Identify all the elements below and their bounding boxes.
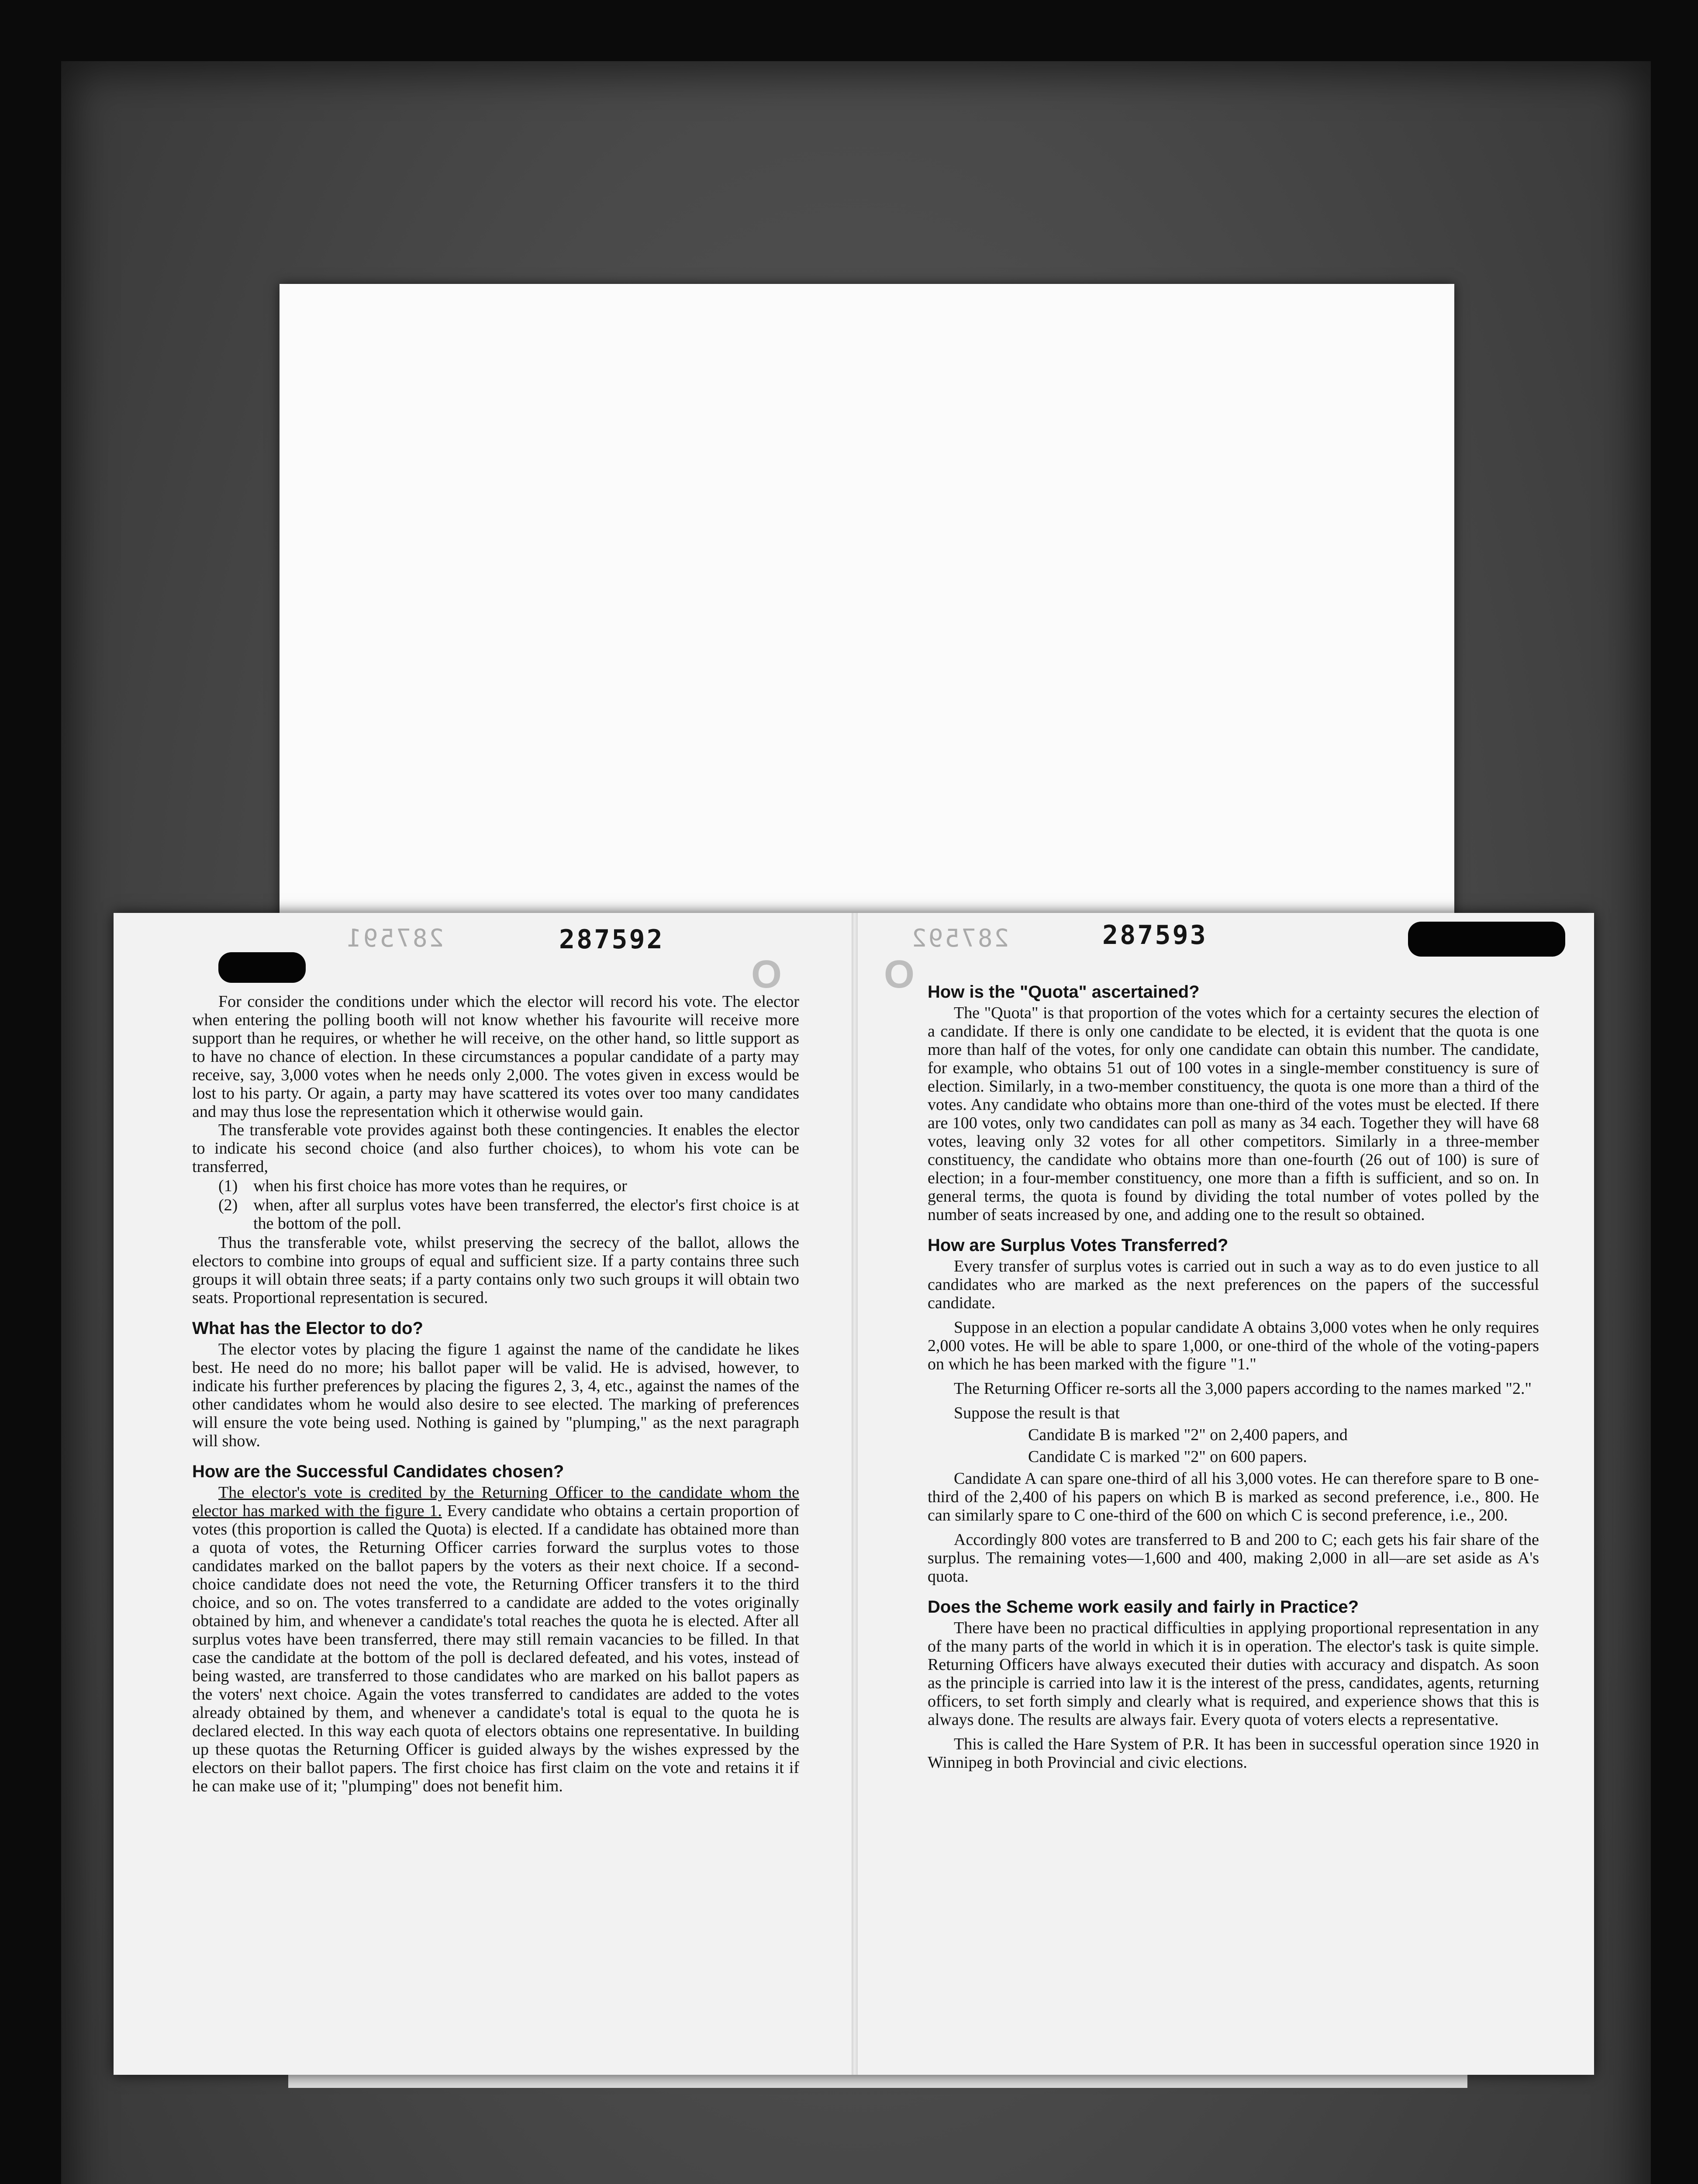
left-text-block	[192, 992, 799, 1795]
quota-paragraph: The "Quota" is that proportion of the votes which for a certainty secures the election of a candidate. If there is only one candidate to be elected, it is evident that the quota is one more than half of the votes, for only one candidate can obtain this number. The candidate, for example, who obtains 51 out of 100 votes in a single-member constituency is sure of election. Similarly, in a two-member constituency, the quota is one more than a third of the votes. Any candidate who obtains more than one-third of the votes must be elected. If there are 100 votes, only two candidates can poll as many as 34 each. Together they will have 68 votes, leaving only 32 votes for all other competitors. Similarly in a three-member constituency, the candidate who obtains more than one-fourth (26 out of 100) is sure of election; in a four-member constituency, one more than a fifth is sufficient, and so on. In general terms, the quota is found by dividing the total number of votes polled by the number of seats increased by one, and adding one to the result so obtained.	[928, 1004, 1539, 1224]
accordingly-paragraph: Accordingly 800 votes are transferred to B and 200 to C; each gets his fair share of the surplus. The remaining votes—1,600 and 400, making 2,000 in all—are set aside as A's quota.	[928, 1531, 1539, 1586]
heading-surplus: How are Surplus Votes Transferred?	[928, 1236, 1229, 1255]
list-item	[218, 1177, 799, 1195]
intro-paragraph: For consider the conditions under which the elector will record his vote. The elector when entering the polling booth will not know whether his favourite will receive more support than he requires, or whether he will receive, on the other hand, so little support as to have no chance of election. In these circumstances a popular candidate of a party may receive, say, 3,000 votes when he needs only 2,000. The votes given in excess would be lost to his party. Or again, a party may have scattered its votes over too many candidates and may thus lose the representation which it otherwise would gain.	[192, 992, 799, 1121]
list-number: (1)	[218, 1177, 238, 1195]
underlined-sentence: The elector's vote is credited by the Returning Officer to the candidate whom the elector has marked with the figure 1.	[192, 1483, 799, 1520]
result-intro: Suppose the result is that	[954, 1404, 1120, 1422]
right-text-block	[928, 983, 1539, 1772]
right-ghost-mark: O	[884, 953, 915, 996]
practice-paragraph: There have been no practical difficulties in applying proportional representation in any of the many parts of the world in which it is in operation. The elector's task is quite simple. Returning Officers have always executed their duties with accuracy and dispatch. As soon as the principle is carried into law it is the interest of the press, candidates, agents, returning officers, to set forth simply and clearly what is required, and experience shows that this is always done. The results are always fair. Every quota of voters elects a representative.	[928, 1619, 1539, 1729]
left-folio-bleed: 287591	[345, 924, 444, 953]
heading-elector: What has the Elector to do?	[192, 1319, 423, 1338]
left-page	[114, 913, 852, 2075]
successful-paragraph	[192, 1483, 799, 1795]
resorts-paragraph: The Returning Officer re-sorts all the 3,000 papers according to the names marked "2."	[954, 1379, 1532, 1398]
left-ghost-mark: O	[751, 953, 782, 996]
document-spread	[114, 913, 1594, 2075]
successful-paragraph-rest: Every candidate who obtains a certain proportion of votes (this proportion is called the Quota) is elected. If a candidate has obtained more than a quota of votes, the Returning Officer carries forward the surplus votes to those candidates marked on the ballot papers by the voters as their next choice. If a second-choice candidate does not need the vote, the Returning Officer transfers it to the third choice, and so on. The votes transferred to a candidate are added to the votes originally obtained by him, and whenever a candidate's total reaches the quota he is elected. After all surplus votes have been transferred, there may still remain vacancies to be filled. In that case the candidate at the bottom of the poll is declared defeated, and his votes, instead of being wasted, are transferred to those candidates who are marked on his ballot papers as the voters' next choice. Again the votes transferred to candidates are added to the votes already obtained by them, and whenever a candidate's total is equal to the quota he is declared elected. In this way each quota of electors obtains one representative. In building up these quotas the Returning Officer is guided always by the wishes expressed by the electors on their ballot papers. The first choice has first claim on the vote and retains it if he can make use of it; "plumping" does not benefit him.	[192, 1502, 799, 1795]
spare-paragraph: Candidate A can spare one-third of all his 3,000 votes. He can therefore spare to B one-third of the 2,400 of his papers on which B is marked as second preference, i.e., 800. He can similarly spare to C one-third of the 600 on which C is second preference, i.e., 200.	[928, 1469, 1539, 1524]
list-item	[218, 1196, 799, 1233]
suppose-paragraph: Suppose in an election a popular candidate A obtains 3,000 votes when he only requires 2,000 votes. He will be able to spare 1,000, or one-third of the whole of the voting-papers on which he has been marked with the figure "1."	[928, 1318, 1539, 1373]
result-candidate-c: Candidate C is marked "2" on 600 papers.	[1028, 1448, 1307, 1466]
right-page	[858, 913, 1594, 2075]
left-redaction-mark	[218, 952, 306, 983]
hare-paragraph: This is called the Hare System of P.R. It has been in successful operation since 1920 in Winnipeg in both Provincial and civic elections.	[928, 1735, 1539, 1772]
list-number: (2)	[218, 1196, 238, 1214]
elector-paragraph: The elector votes by placing the figure 1 against the name of the candidate he likes best. He need do no more; his ballot paper will be valid. He is advised, however, to indicate his further preferences by placing the figures 2, 3, 4, etc., against the names of the other candidates whom he would also desire to see elected. The marking of preferences will ensure the vote being used. Nothing is gained by "plumping," as the next paragraph will show.	[192, 1340, 799, 1450]
list-text: when his first choice has more votes than he requires, or	[253, 1177, 627, 1195]
result-candidate-b: Candidate B is marked "2" on 2,400 papers, and	[1028, 1426, 1348, 1444]
right-redaction-mark	[1408, 922, 1565, 957]
transferable-paragraph: The transferable vote provides against both these contingencies. It enables the elector to indicate his second choice (and also further choices), to whom his vote can be transferred,	[192, 1121, 799, 1176]
blank-backing-sheet	[280, 284, 1454, 970]
heading-successful-candidates: How are the Successful Candidates chosen?	[192, 1462, 564, 1481]
right-folio-bleed: 287592	[910, 924, 1009, 953]
left-folio-number: 287592	[559, 924, 664, 955]
secrecy-paragraph: Thus the transferable vote, whilst preserving the secrecy of the ballot, allows the electors to combine into groups of equal and sufficient size. If a party contains three such groups it will obtain three seats; if a party contains only two such groups it will obtain two seats. Proportional representation is secured.	[192, 1234, 799, 1307]
heading-practice: Does the Scheme work easily and fairly in Practice?	[928, 1597, 1359, 1617]
list-text: when, after all surplus votes have been transferred, the elector's first choice is at the bottom of the poll.	[253, 1196, 799, 1233]
right-folio-number: 287593	[1102, 920, 1208, 950]
surplus-paragraph: Every transfer of surplus votes is carried out in such a way as to do even justice to all candidates who are marked as the next preferences on the papers of the successful candidate.	[928, 1257, 1539, 1312]
heading-quota: How is the "Quota" ascertained?	[928, 982, 1200, 1002]
page-fold	[852, 913, 858, 2075]
